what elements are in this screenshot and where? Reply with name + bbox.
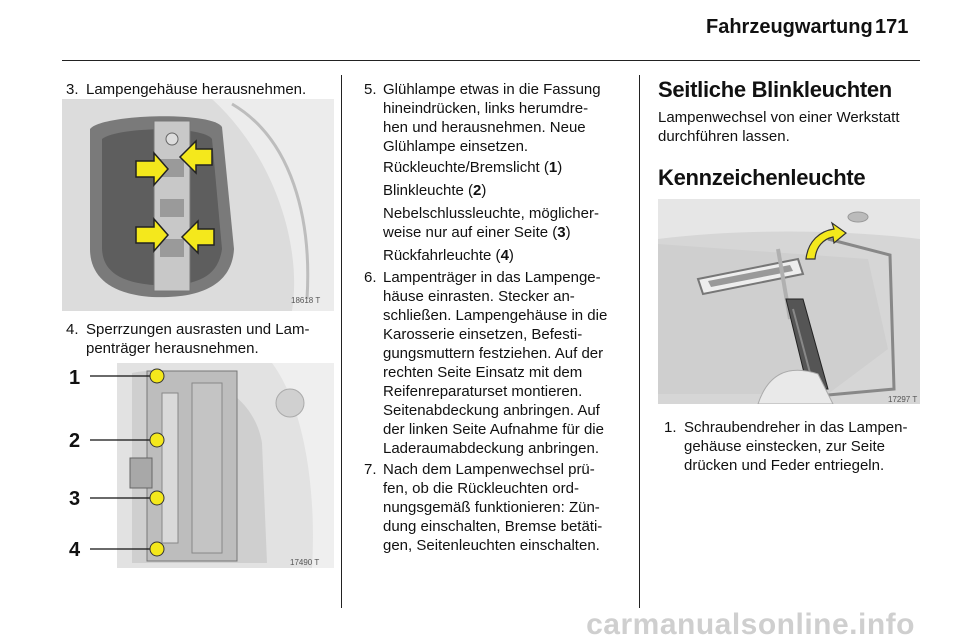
step-5-line: hineindrücken, links herumdre- (383, 100, 589, 117)
heading-side-indicators: Seitliche Blinkleuchten (658, 77, 892, 102)
callout-3: 3 (69, 488, 81, 510)
callout-1: 1 (69, 367, 81, 389)
step-6-line: Reifenreparaturset montieren. (383, 383, 583, 400)
step-6-line: gungsmuttern festziehen. Auf der (383, 345, 604, 362)
step-5-line: Glühlampe einsetzen. (383, 138, 529, 155)
watermark: carmanualsonline.info (586, 608, 915, 641)
lamp-item-2: Blinkleuchte (2) (383, 182, 487, 199)
column-divider-2 (639, 75, 640, 608)
step-6-line: Laderaumabdeckung anbringen. (383, 440, 599, 457)
paragraph-line: durchführen lassen. (658, 128, 790, 145)
step-1-number: 1. (664, 419, 677, 436)
step-5-number: 5. (364, 81, 377, 98)
number-plate-lamp-illustration (658, 199, 920, 404)
step-7-line: nungsgemäß funktionieren: Zün- (383, 499, 600, 516)
step-5-line: hen und herausnehmen. Neue (383, 119, 586, 136)
step-5-line: Glühlampe etwas in die Fassung (383, 81, 601, 98)
callout-2: 2 (69, 430, 81, 452)
step-7-line: Nach dem Lampenwechsel prü- (383, 461, 595, 478)
figure-code: 18618 T (291, 296, 321, 305)
figure-code: 17490 T (290, 558, 320, 567)
lamp-item-3a: Nebelschlussleuchte, möglicher- (383, 205, 599, 222)
step-4-line-2: penträger herausnehmen. (86, 340, 259, 357)
lamp-housing-illustration (62, 99, 334, 311)
step-1-line: drücken und Feder entriegeln. (684, 457, 885, 474)
step-1-line: gehäuse einstecken, zur Seite (684, 438, 885, 455)
step-7-line: dung einschalten, Bremse betäti- (383, 518, 603, 535)
lamp-item-3b: weise nur auf einer Seite (3) (383, 224, 571, 241)
step-3-text: Lampengehäuse herausnehmen. (86, 81, 307, 98)
step-6-line: Seitenabdeckung anbringen. Auf (383, 402, 600, 419)
lamp-carrier-illustration (62, 363, 334, 568)
section-title: Fahrzeugwartung (706, 16, 873, 38)
step-3-number: 3. (66, 81, 79, 98)
column-divider-1 (341, 75, 342, 608)
step-6-line: rechten Seite Einsatz mit dem (383, 364, 583, 381)
heading-number-plate-light: Kennzeichenleuchte (658, 165, 866, 190)
step-6-line: schließen. Lampengehäuse in die (383, 307, 608, 324)
lamp-item-1: Rückleuchte/Bremslicht (1) (383, 159, 563, 176)
step-4-number: 4. (66, 321, 79, 338)
step-6-line: Lampenträger in das Lampenge- (383, 269, 601, 286)
page-number: 171 (875, 16, 909, 38)
step-6-number: 6. (364, 269, 377, 286)
step-4-line-1: Sperrzungen ausrasten und Lam- (86, 321, 310, 338)
step-7-number: 7. (364, 461, 377, 478)
step-6-line: der linken Seite Aufnahme für die (383, 421, 604, 438)
header-rule (62, 60, 920, 61)
lamp-item-4: Rückfahrleuchte (4) (383, 247, 514, 264)
step-7-line: fen, ob die Rückleuchten ord- (383, 480, 579, 497)
paragraph-line: Lampenwechsel von einer Werkstatt (658, 109, 900, 126)
callout-4: 4 (69, 539, 81, 561)
figure-code: 17297 T (888, 395, 918, 404)
step-6-line: Karosserie einsetzen, Befesti- (383, 326, 583, 343)
step-6-line: häuse einrasten. Stecker an- (383, 288, 575, 305)
step-7-line: gen, Seitenleuchten einschalten. (383, 537, 600, 554)
step-1-line: Schraubendreher in das Lampen- (684, 419, 908, 436)
